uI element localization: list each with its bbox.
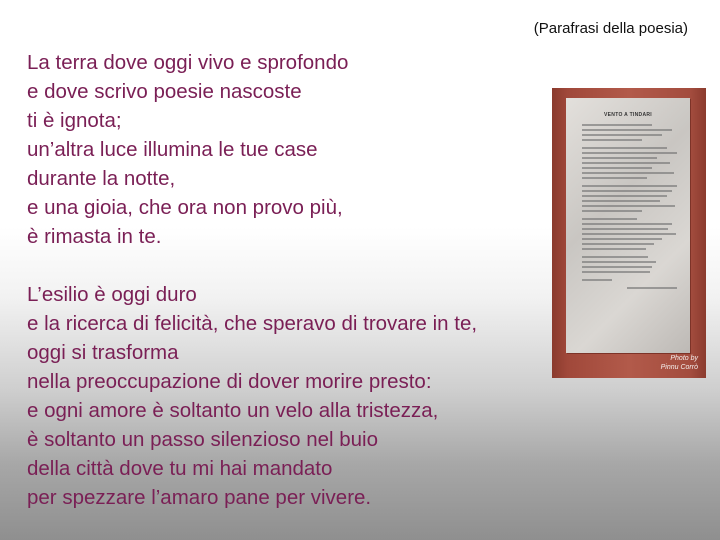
page-subtitle: (Parafrasi della poesia): [533, 20, 688, 37]
plaque-title: VENTO A TINDARI: [604, 112, 652, 118]
poem-line: della città dove tu mi hai mandato: [27, 457, 333, 480]
poem-line: oggi si trasforma: [27, 341, 179, 364]
poem-line: è rimasta in te.: [27, 225, 162, 248]
poem-line: un’altra luce illumina le tue case: [27, 138, 318, 161]
plaque-photo: [552, 88, 706, 378]
poem-line: per spezzare l’amaro pane per vivere.: [27, 486, 372, 509]
poem-line: e ogni amore è soltanto un velo alla tristezza,: [27, 399, 439, 422]
poem-line: La terra dove oggi vivo e sprofondo: [27, 51, 349, 74]
poem-stanza-1: [27, 48, 348, 251]
plaque-inscription: [582, 124, 682, 292]
poem-line: nella preoccupazione di dover morire presto:: [27, 370, 432, 393]
poem-line: ti è ignota;: [27, 109, 122, 132]
poem-stanza-2: [27, 280, 477, 512]
poem-line: e una gioia, che ora non provo più,: [27, 196, 343, 219]
marble-plaque: [566, 98, 690, 353]
poem-line: L’esilio è oggi duro: [27, 283, 197, 306]
poem-line: e dove scrivo poesie nascoste: [27, 80, 302, 103]
photo-credit: Photo by Pinnu Corrò: [660, 355, 698, 371]
poem-line: durante la notte,: [27, 167, 176, 190]
poem-line: è soltanto un passo silenzioso nel buio: [27, 428, 379, 451]
poem-line: e la ricerca di felicità, che speravo di trovare in te,: [27, 312, 478, 335]
